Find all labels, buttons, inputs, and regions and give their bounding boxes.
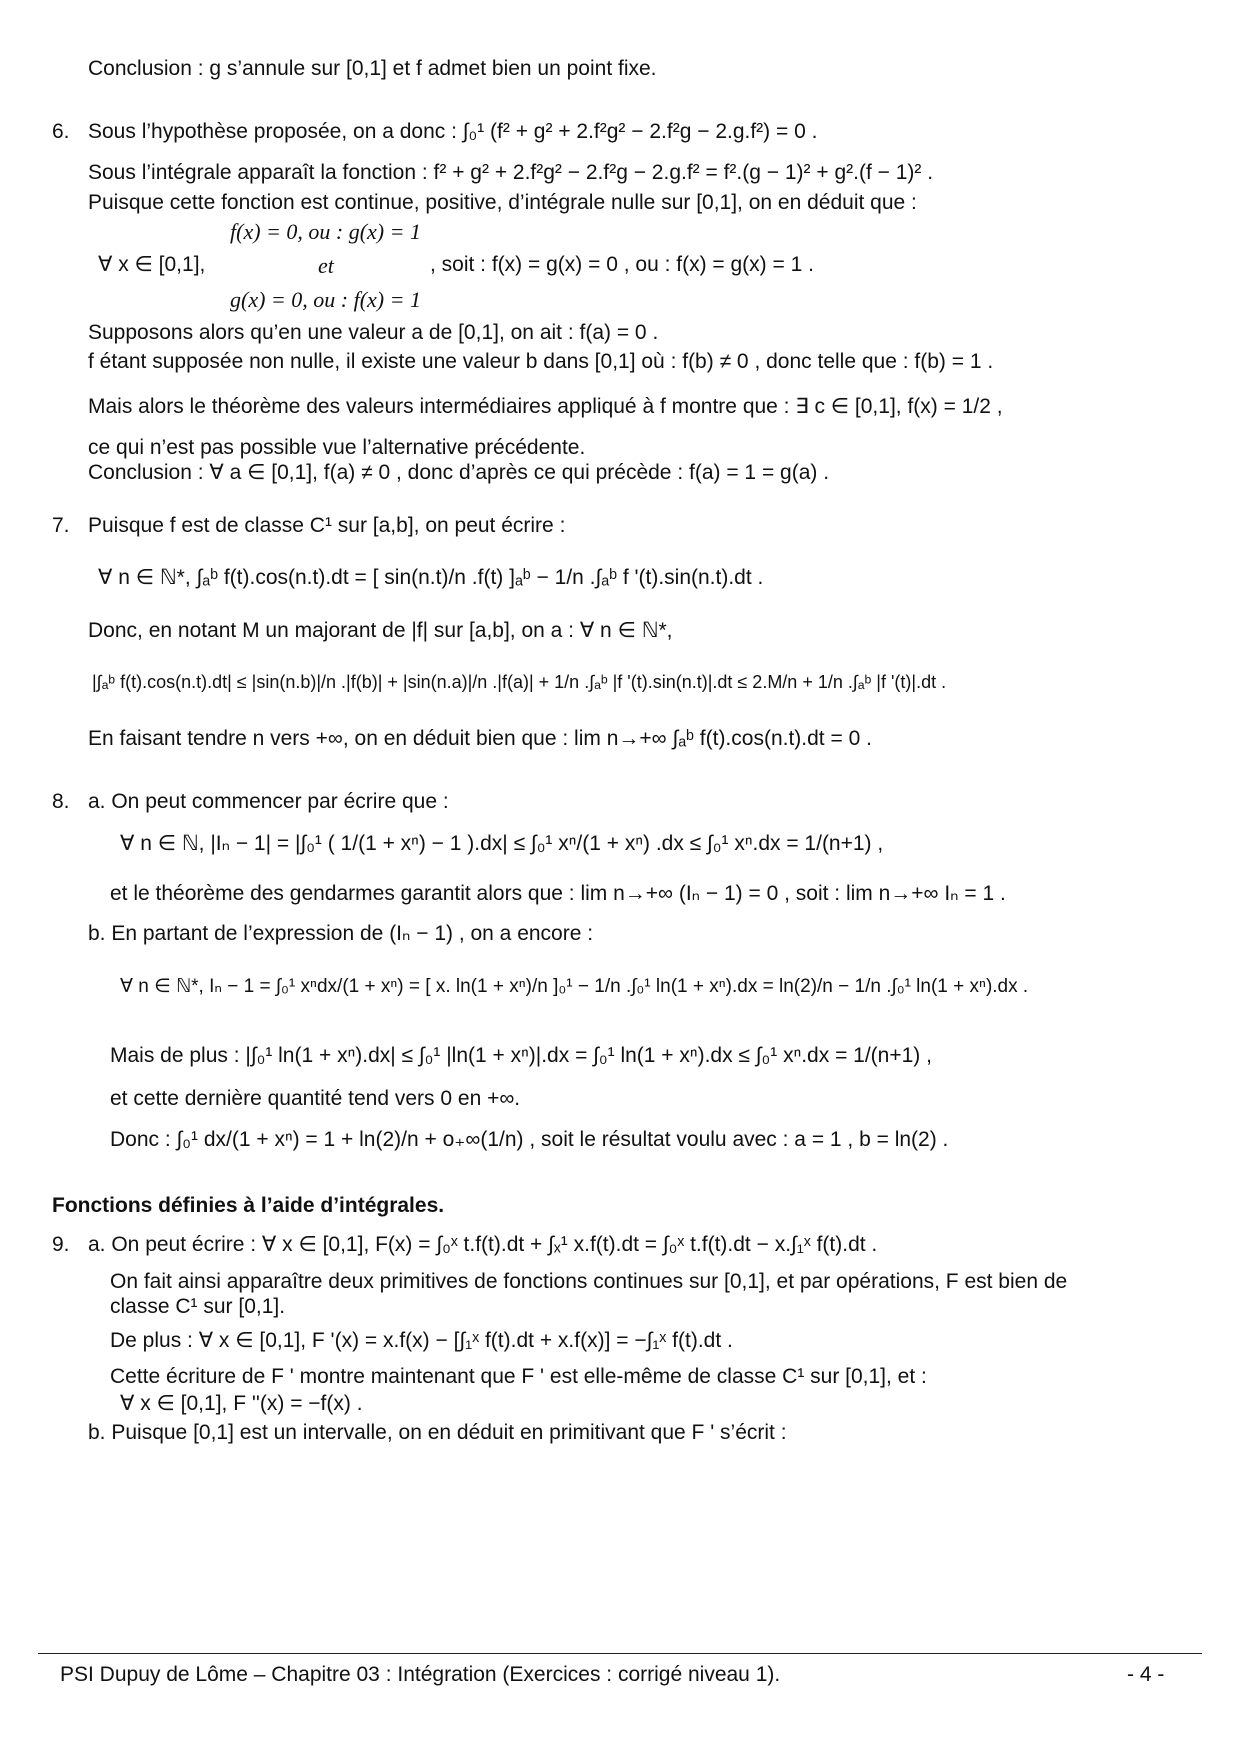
math-case-line: f(x) = 0, ou : g(x) = 1 [230, 219, 421, 244]
math-line: ∀ x ∈ [0,1], F ''(x) = −f(x) . [120, 1392, 363, 1415]
footer-divider [38, 1653, 1202, 1654]
exercise-number: 9. [52, 1233, 70, 1256]
exercise-number: 8. [52, 790, 70, 813]
text-line: Donc, en notant M un majorant de |f| sur [a,b], on a : ∀ n ∈ ℕ*, [88, 619, 673, 642]
text-line: , soit : f(x) = g(x) = 0 , ou : f(x) = g(x) = 1 . [430, 253, 814, 276]
math-line: ∀ n ∈ ℕ*, Iₙ − 1 = ∫₀¹ xⁿdx/(1 + xⁿ) = [ x. ln(1 + xⁿ)/n ]₀¹ − 1/n .∫₀¹ ln(1 + xⁿ).dx = ln(2)/n − 1/n .∫₀¹ ln(1 + xⁿ).dx . [120, 976, 1029, 997]
text-line: Sous l’intégrale apparaît la fonction : f² + g² + 2.f²g² − 2.f²g − 2.g.f² = f².(g − 1)² + g².(f − 1)² . [88, 161, 934, 184]
page-number: - 4 - [1127, 1663, 1165, 1686]
text-line: f étant supposée non nulle, il existe une valeur b dans [0,1] où : f(b) ≠ 0 , donc telle que : f(b) = 1 . [88, 350, 994, 373]
text-line: Puisque f est de classe C¹ sur [a,b], on peut écrire : [88, 514, 566, 537]
text-line: Donc : ∫₀¹ dx/(1 + xⁿ) = 1 + ln(2)/n + o₊∞(1/n) , soit le résultat voulu avec : a = 1 , b = ln(2) . [110, 1128, 949, 1151]
text-line: En faisant tendre n vers +∞, on en déduit bien que : lim n→+∞ ∫ₐᵇ f(t).cos(n.t).dt = 0 . [88, 727, 872, 750]
math-line: ∀ n ∈ ℕ*, ∫ₐᵇ f(t).cos(n.t).dt = [ sin(n.t)/n .f(t) ]ₐᵇ − 1/n .∫ₐᵇ f '(t).sin(n.t).dt . [98, 566, 764, 589]
text-line: b. Puisque [0,1] est un intervalle, on en déduit en primitivant que F ' s’écrit : [88, 1421, 787, 1444]
text-line: et le théorème des gendarmes garantit alors que : lim n→+∞ (Iₙ − 1) = 0 , soit : lim n→+∞ Iₙ = 1 . [110, 882, 1006, 905]
text-line: a. On peut commencer par écrire que : [88, 790, 449, 813]
text-line: Cette écriture de F ' montre maintenant que F ' est elle-même de classe C¹ sur [0,1], et : [110, 1365, 927, 1388]
exercise-number: 7. [52, 514, 70, 537]
text-line: On fait ainsi apparaître deux primitives de fonctions continues sur [0,1], et par opérations, F est bien de [110, 1270, 1068, 1293]
math-case-line: g(x) = 0, ou : f(x) = 1 [230, 287, 421, 312]
math-line: |∫ₐᵇ f(t).cos(n.t).dt| ≤ |sin(n.b)|/n .|f(b)| + |sin(n.a)|/n .|f(a)| + 1/n .∫ₐᵇ |f '(t).sin(n.t)|.dt ≤ 2.M/n + 1/n .∫ₐᵇ |f '(t)|.dt . [92, 672, 947, 692]
math-quantifier: ∀ x ∈ [0,1], [98, 253, 206, 276]
footer-title: PSI Dupuy de Lôme – Chapitre 03 : Intégration (Exercices : corrigé niveau 1). [60, 1663, 781, 1686]
text-line: a. On peut écrire : ∀ x ∈ [0,1], F(x) = ∫₀ˣ t.f(t).dt + ∫ₓ¹ x.f(t).dt = ∫₀ˣ t.f(t).dt − x.∫₁ˣ f(t).dt . [88, 1233, 878, 1256]
exercise-number: 6. [52, 120, 70, 143]
text-line: ce qui n’est pas possible vue l’alternative précédente. [88, 436, 586, 459]
text-line: Supposons alors qu’en une valeur a de [0,1], on ait : f(a) = 0 . [88, 321, 659, 344]
text-line: De plus : ∀ x ∈ [0,1], F '(x) = x.f(x) − [∫₁ˣ f(t).dt + x.f(x)] = −∫₁ˣ f(t).dt . [110, 1329, 733, 1352]
text-line: Sous l’hypothèse proposée, on a donc : ∫₀¹ (f² + g² + 2.f²g² − 2.f²g − 2.g.f²) = 0 . [88, 120, 818, 143]
section-heading: Fonctions définies à l’aide d’intégrales. [52, 1194, 445, 1217]
text-line: Conclusion : g s’annule sur [0,1] et f admet bien un point fixe. [88, 57, 657, 80]
math-case-line: et [318, 253, 334, 278]
text-line: et cette dernière quantité tend vers 0 en +∞. [110, 1087, 521, 1110]
text-line: Conclusion : ∀ a ∈ [0,1], f(a) ≠ 0 , donc d’après ce qui précède : f(a) = 1 = g(a) . [88, 461, 830, 484]
text-line: Puisque cette fonction est continue, positive, d’intégrale nulle sur [0,1], on en déduit que : [88, 191, 917, 214]
math-line: ∀ n ∈ ℕ, |Iₙ − 1| = |∫₀¹ ( 1/(1 + xⁿ) − 1 ).dx| ≤ ∫₀¹ xⁿ/(1 + xⁿ) .dx ≤ ∫₀¹ xⁿ.dx = 1/(n+1) , [120, 832, 884, 855]
text-line: classe C¹ sur [0,1]. [110, 1295, 286, 1318]
text-line: b. En partant de l’expression de (Iₙ − 1) , on a encore : [88, 922, 594, 945]
text-line: Mais de plus : |∫₀¹ ln(1 + xⁿ).dx| ≤ ∫₀¹ |ln(1 + xⁿ)|.dx = ∫₀¹ ln(1 + xⁿ).dx ≤ ∫₀¹ xⁿ.dx = 1/(n+1) , [110, 1044, 932, 1067]
text-line: Mais alors le théorème des valeurs intermédiaires appliqué à f montre que : ∃ c ∈ [0,1], f(x) = 1/2 , [88, 395, 1003, 418]
